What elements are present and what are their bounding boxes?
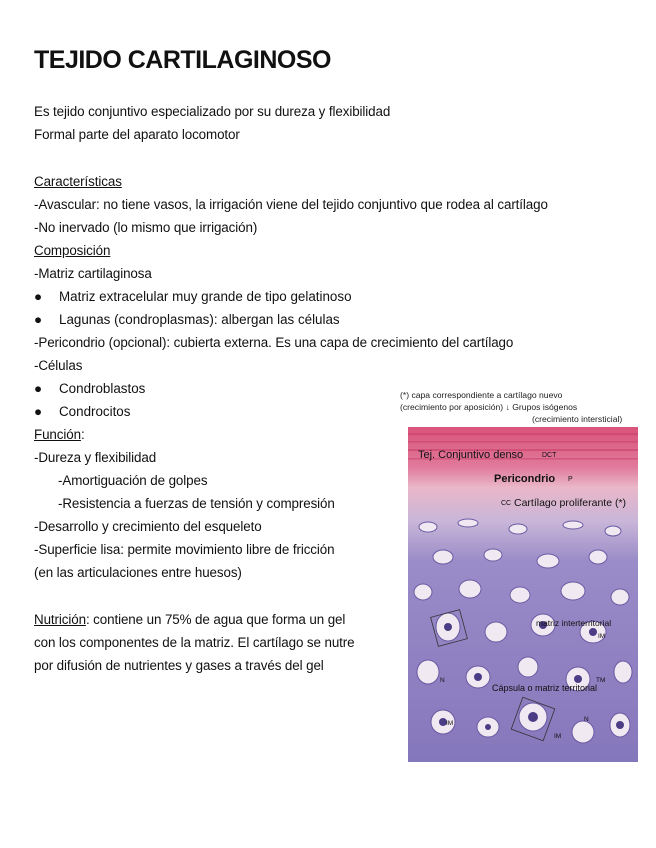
cartilage-micrograph-figure — [400, 390, 640, 762]
section-heading-caracteristicas: Características — [34, 174, 122, 189]
funcion-line: -Amortiguación de golpes — [58, 473, 208, 488]
figure-caption-text: Grupos isógenos — [512, 402, 578, 412]
composicion-line: -Matriz cartilaginosa — [34, 266, 152, 281]
intro-line: Formal parte del aparato locomotor — [34, 127, 240, 142]
list-item-text: Lagunas (condroplasmas): albergan las células — [59, 312, 340, 327]
funcion-line: -Resistencia a fuerzas de tensión y compresión — [58, 496, 335, 511]
micrograph-image — [408, 427, 638, 762]
bullet-icon: ● — [34, 312, 43, 327]
funcion-colon: : — [80, 427, 85, 442]
bullet-icon: ● — [34, 404, 43, 419]
composicion-line: -Pericondrio (opcional): cubierta externa. Es una capa de crecimiento del cartílago — [34, 335, 514, 350]
label-im: IM — [554, 733, 562, 740]
label-dct: DCT — [542, 452, 557, 459]
nutricion-heading: Nutrición — [34, 612, 86, 627]
arrow-down-icon: ↓ — [505, 402, 510, 412]
label-im: IM — [446, 720, 454, 727]
label-im: IM — [598, 633, 606, 640]
section-heading-nutricion — [34, 612, 345, 627]
label-p: P — [568, 476, 573, 483]
list-item-text: Matriz extracelular muy grande de tipo gelatinoso — [59, 289, 352, 304]
funcion-heading: Función — [34, 427, 81, 442]
section-heading-composicion: Composición — [34, 243, 111, 258]
page-title: TEJIDO CARTILAGINOSO — [34, 46, 331, 74]
label-cartilago-proliferante: Cartílago proliferante (*) — [514, 497, 627, 509]
label-n: N — [440, 677, 445, 684]
nutricion-line: por difusión de nutrientes y gases a través del gel — [34, 658, 324, 673]
list-item-text: Condrocitos — [59, 404, 131, 419]
funcion-line: -Superficie lisa: permite movimiento libre de fricción — [34, 542, 335, 557]
caracteristicas-line: -Avascular: no tiene vasos, la irrigación viene del tejido conjuntivo que rodea al cartílago — [34, 197, 548, 212]
figure-caption — [400, 402, 577, 412]
section-heading-funcion — [34, 427, 85, 442]
label-pericondrio: Pericondrio — [494, 473, 556, 485]
label-cc: CC — [501, 500, 512, 507]
label-capsula: Cápsula o matriz territorial — [492, 683, 598, 693]
intro-line: Es tejido conjuntivo especializado por su dureza y flexibilidad — [34, 104, 391, 119]
list-item-text: Condroblastos — [59, 381, 146, 396]
figure-caption: (*) capa correspondiente a cartílago nuevo — [400, 390, 563, 400]
bullet-icon: ● — [34, 289, 43, 304]
label-n: N — [584, 716, 589, 723]
nutricion-text: : contiene un 75% de agua que forma un gel — [85, 612, 346, 627]
label-matriz-interterritorial: matriz interterritorial — [536, 618, 612, 628]
label-tej-conjuntivo: Tej. Conjuntivo denso — [418, 449, 524, 461]
figure-caption-text: (crecimiento por aposición) — [400, 402, 504, 412]
caracteristicas-line: -No inervado (lo mismo que irrigación) — [34, 220, 258, 235]
funcion-line: -Desarrollo y crecimiento del esqueleto — [34, 519, 262, 534]
figure-caption: (crecimiento intersticial) — [532, 414, 623, 424]
label-tm: TM — [596, 677, 606, 684]
nutricion-line: con los componentes de la matriz. El cartílago se nutre — [34, 635, 355, 650]
bullet-icon: ● — [34, 381, 43, 396]
funcion-line: (en las articulaciones entre huesos) — [34, 565, 242, 580]
composicion-line: -Células — [34, 358, 83, 373]
funcion-line: -Dureza y flexibilidad — [34, 450, 157, 465]
